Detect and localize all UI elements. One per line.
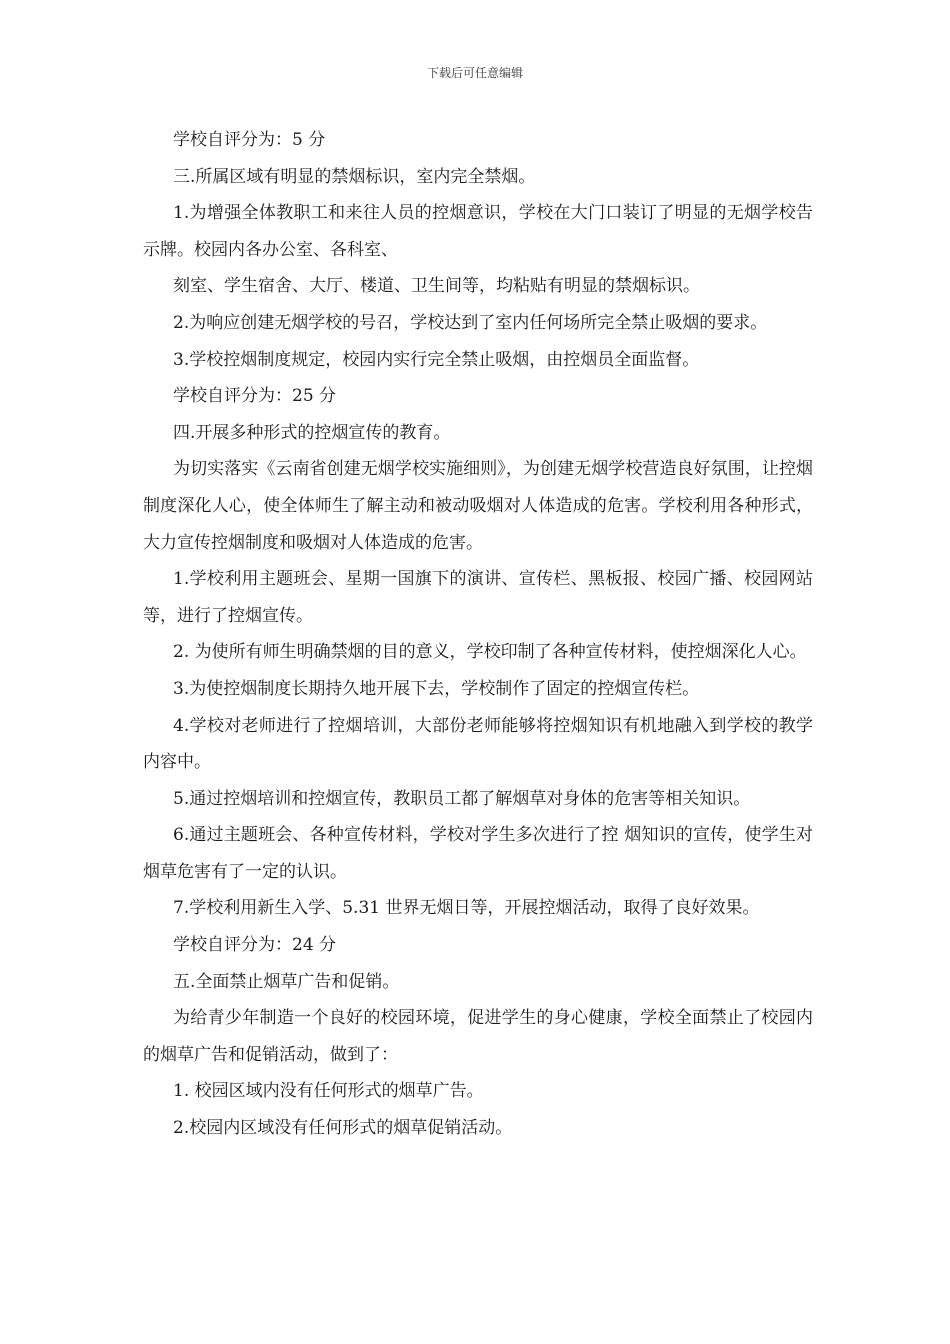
paragraph: 5.通过控烟培训和控烟宣传，教职员工都了解烟草对身体的危害等相关知识。: [173, 788, 751, 809]
page-header: 下载后可任意编辑: [426, 66, 523, 80]
paragraph: 4.学校对老师进行了控烟培训，大部份老师能够将控烟知识有机地融入到学校的教学内容中。: [143, 715, 813, 773]
paragraph: 为切实落实《云南省创建无烟学校实施细则》，为创建无烟学校营造良好氛围，让控烟制度深化人心，使全体师生了解主动和被动吸烟对人体造成的危害。学校利用各种形式，大力宣传控烟制度和吸烟对人体造成的危害。: [143, 459, 813, 553]
paragraph: 1.为增强全体教职工和来往人员的控烟意识，学校在大门口装订了明显的无烟学校告示牌。校园内各办公室、各科室、: [143, 203, 813, 260]
document-body: [143, 122, 813, 1147]
paragraph: 刻室、学生宿舍、大厅、楼道、卫生间等，均粘贴有明显的禁烟标识。: [173, 276, 700, 297]
paragraph: 7.学校利用新生入学、5.31 世界无烟日等，开展控烟活动，取得了良好效果。: [173, 898, 760, 919]
paragraph: 2.为响应创建无烟学校的号召，学校达到了室内任何场所完全禁止吸烟的要求。: [173, 312, 768, 333]
score-line: 学校自评分为：24 分: [173, 935, 337, 956]
paragraph: 1. 校园区域内没有任何形式的烟草广告。: [173, 1081, 484, 1102]
paragraph: 3.为使控烟制度长期持久地开展下去，学校制作了固定的控烟宣传栏。: [173, 678, 700, 699]
paragraph: 6.通过主题班会、各种宣传材料，学校对学生多次进行了控 烟知识的宣传，使学生对烟草危害有了一定的认识。: [143, 825, 813, 882]
section-heading: 三.所属区域有明显的禁烟标识，室内完全禁烟。: [173, 166, 536, 187]
paragraph: 3.学校控烟制度规定，校园内实行完全禁止吸烟，由控烟员全面监督。: [173, 349, 700, 370]
score-line: 学校自评分为：25 分: [173, 386, 337, 407]
paragraph: 2. 为使所有师生明确禁烟的目的意义，学校印制了各种宣传材料，使控烟深化人心。: [173, 642, 807, 663]
paragraph: 为给青少年制造一个良好的校园环境，促进学生的身心健康，学校全面禁止了校园内的烟草广告和促销活动，做到了：: [143, 1008, 813, 1065]
paragraph: 2.校园内区域没有任何形式的烟草促销活动。: [173, 1118, 513, 1139]
paragraph: 1.学校利用主题班会、星期一国旗下的演讲、宣传栏、黑板报、校园广播、校园网站等，进行了控烟宣传。: [143, 569, 813, 626]
section-heading: 五.全面禁止烟草广告和促销。: [173, 971, 400, 992]
section-heading: 四.开展多种形式的控烟宣传的教育。: [173, 422, 451, 443]
paragraph: 学校自评分为：5 分: [173, 130, 326, 150]
